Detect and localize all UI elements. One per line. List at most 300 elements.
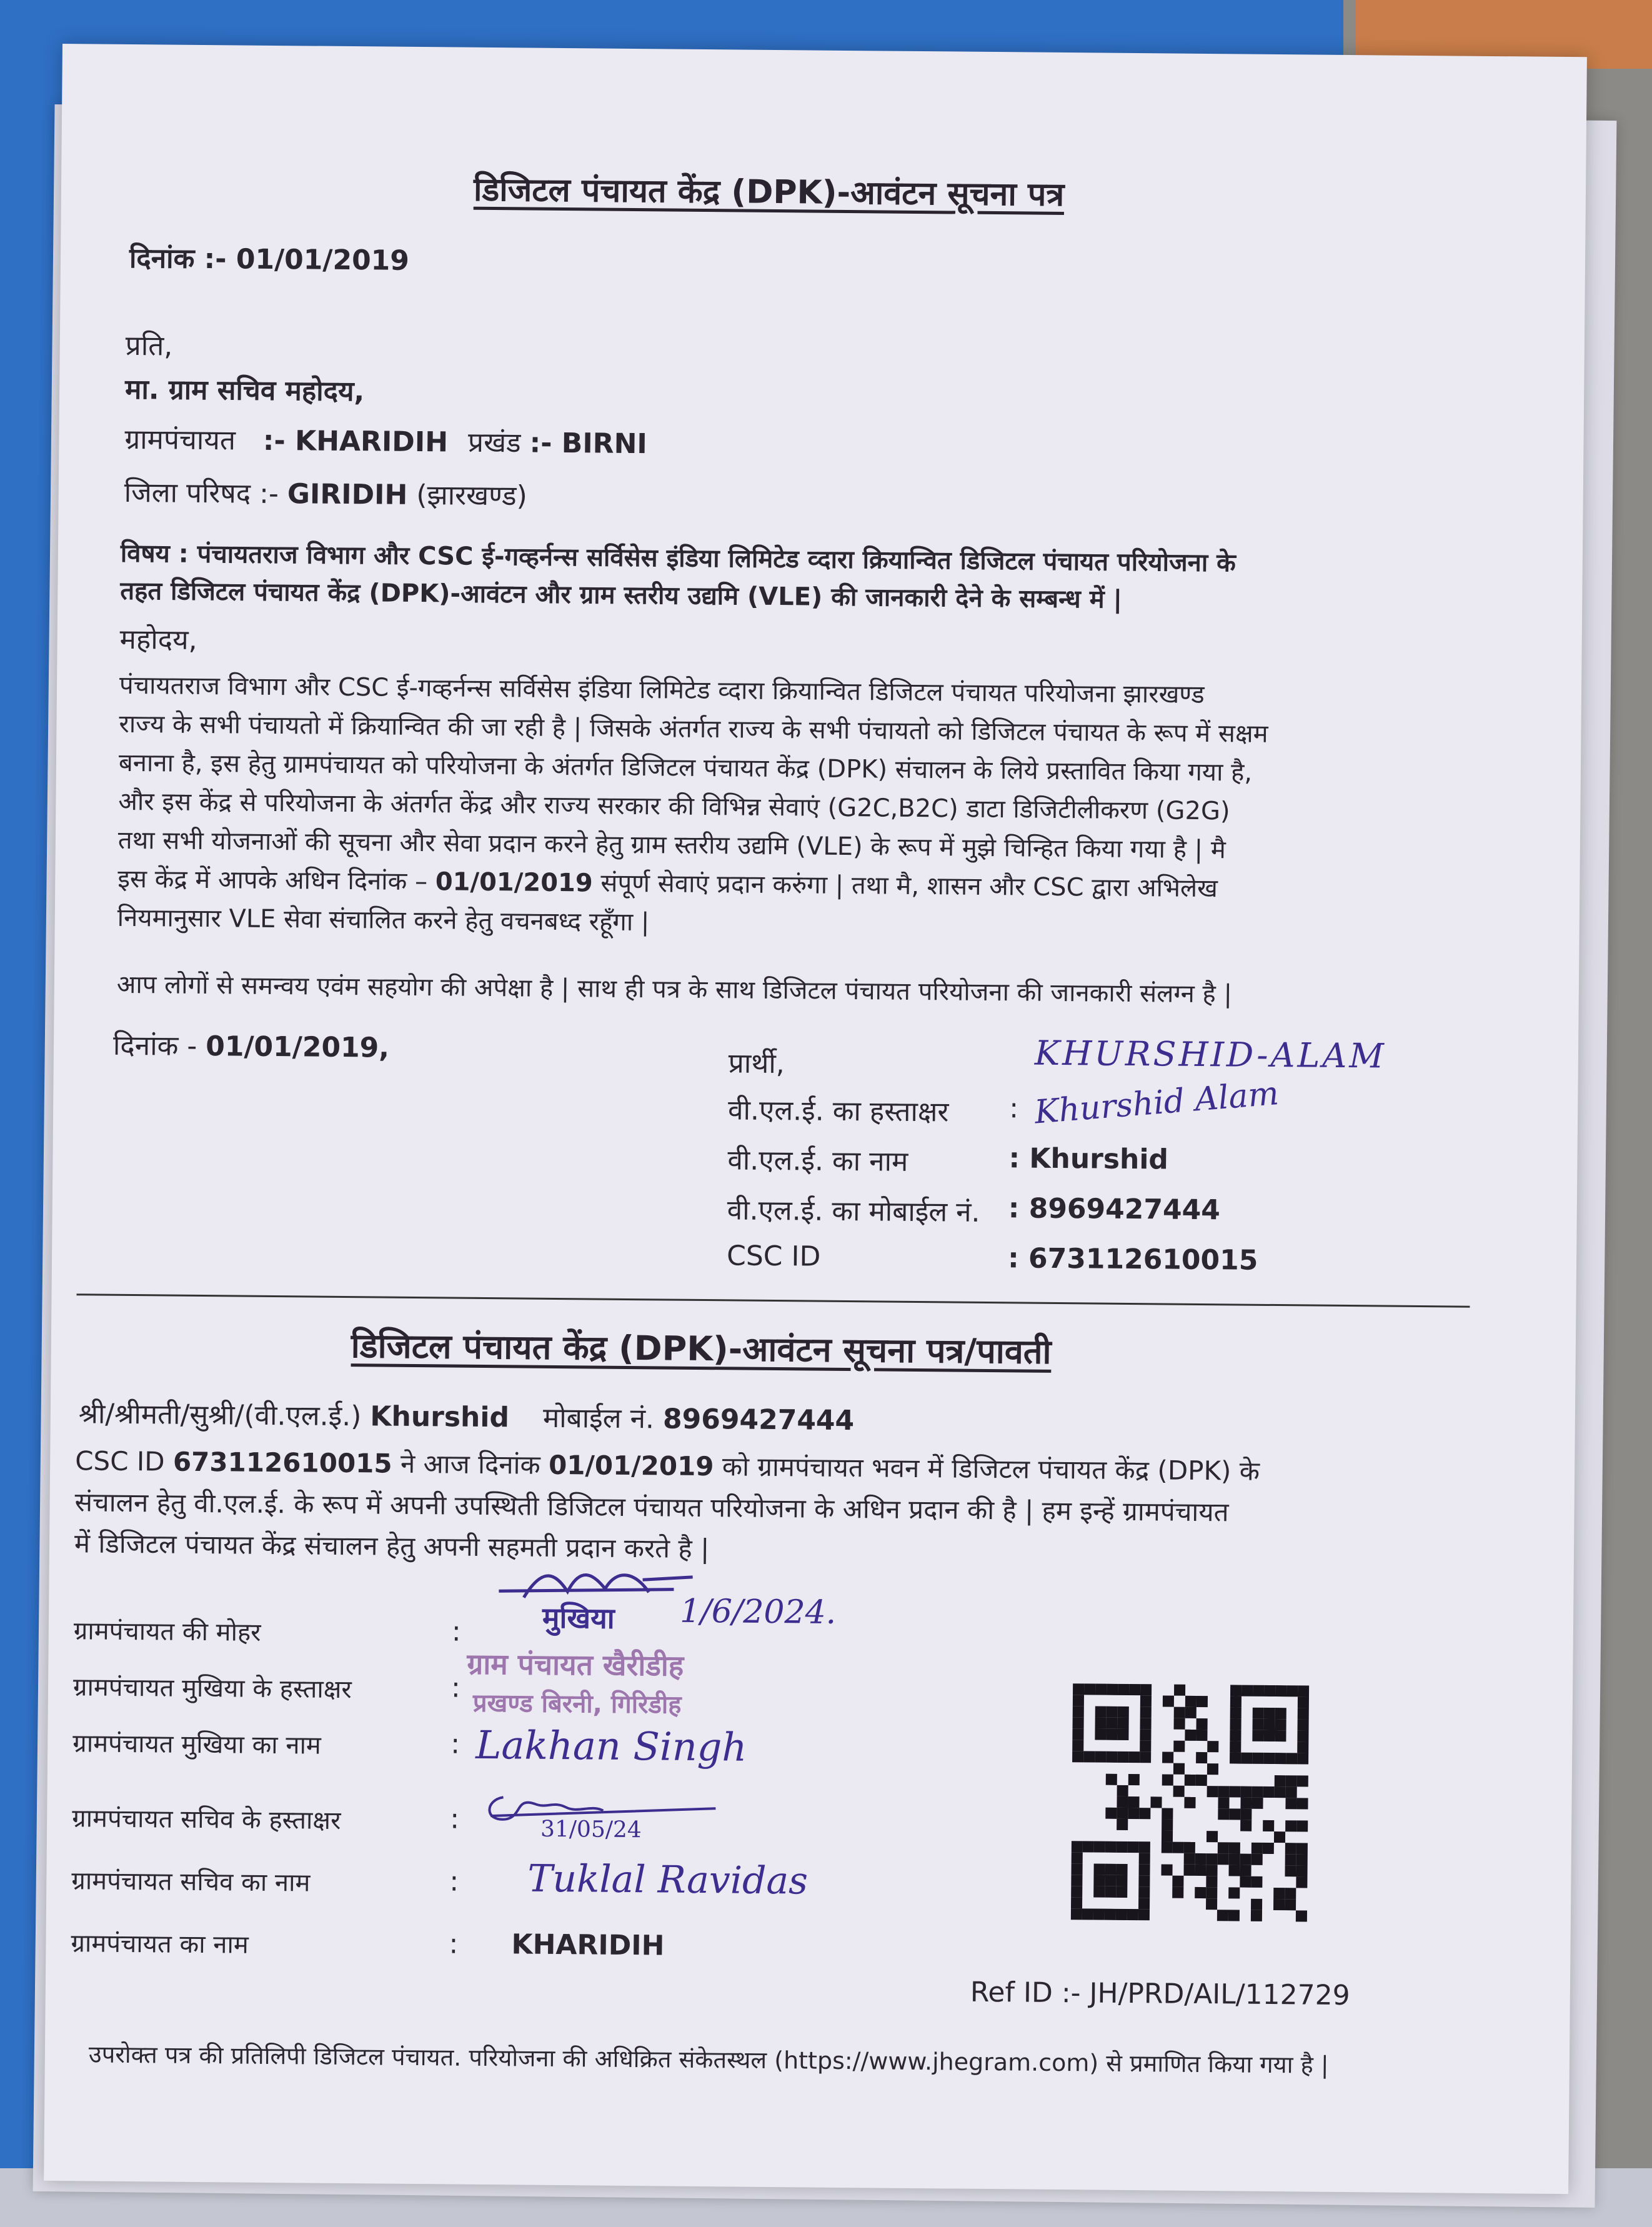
- qr-module: [1093, 1898, 1105, 1909]
- letter-body: [117, 666, 1269, 947]
- head-sign-colon: :: [450, 1671, 461, 1704]
- receipt-line-4: में डिजिटल पंचायत केंद्र संचालन हेतु अपनी सहमती प्रदान करते है |: [74, 1528, 710, 1565]
- qr-module: [1251, 1798, 1263, 1809]
- qr-module: [1195, 1820, 1207, 1831]
- qr-module: [1072, 1807, 1083, 1818]
- qr-module: [1162, 1785, 1173, 1796]
- qr-module: [1230, 1763, 1241, 1775]
- qr-module: [1151, 1763, 1162, 1774]
- qr-module: [1296, 1843, 1308, 1854]
- qr-module: [1173, 1808, 1184, 1820]
- qr-module: [1140, 1763, 1151, 1774]
- qr-module: [1093, 1864, 1105, 1875]
- qr-module: [1138, 1886, 1150, 1898]
- secretary-sign-colon: :: [450, 1803, 460, 1835]
- qr-module: [1173, 1752, 1185, 1763]
- seal-label: ग्रामपंचायत की मोहर: [73, 1617, 261, 1647]
- qr-module: [1128, 1774, 1140, 1785]
- qr-module: [1174, 1707, 1185, 1718]
- qr-module: [1095, 1751, 1106, 1763]
- qr-module: [1274, 1820, 1285, 1831]
- qr-module: [1084, 1695, 1095, 1706]
- qr-module: [1230, 1685, 1241, 1696]
- secretary-name-colon: :: [449, 1865, 459, 1898]
- gp-name-colon: :: [449, 1928, 459, 1960]
- qr-module: [1262, 1865, 1273, 1876]
- qr-module: [1139, 1841, 1150, 1853]
- block-label: प्रखंड: [467, 426, 521, 459]
- qr-module: [1072, 1818, 1083, 1830]
- qr-module: [1285, 1798, 1296, 1809]
- qr-module: [1264, 1708, 1275, 1719]
- qr-module: [1173, 1842, 1184, 1853]
- qr-module: [1185, 1775, 1196, 1786]
- qr-module: [1095, 1774, 1106, 1785]
- qr-module: [1275, 1730, 1286, 1741]
- qr-module: [1263, 1809, 1274, 1820]
- qr-module: [1285, 1876, 1296, 1888]
- qr-module: [1219, 1685, 1230, 1696]
- qr-module: [1195, 1831, 1207, 1842]
- qr-module: [1072, 1740, 1083, 1751]
- qr-module: [1251, 1831, 1263, 1843]
- footer-note: उपरोक्त पत्र की प्रतिलिपी डिजिटल पंचायत. परियोजना की अधिक्रित संकेतस्थल (https://www.jhegram.com) से प्रमाणित किया गया है |: [88, 2040, 1329, 2079]
- qr-module: [1094, 1841, 1105, 1853]
- qr-module: [1263, 1820, 1274, 1831]
- qr-module: [1196, 1730, 1207, 1741]
- qr-module: [1285, 1910, 1296, 1921]
- qr-module: [1150, 1909, 1161, 1920]
- qr-module: [1196, 1763, 1207, 1775]
- qr-module: [1163, 1684, 1174, 1695]
- qr-module: [1206, 1876, 1217, 1887]
- qr-module: [1118, 1718, 1129, 1729]
- qr-module: [1195, 1808, 1207, 1820]
- qr-module: [1219, 1696, 1230, 1707]
- qr-module: [1117, 1808, 1128, 1819]
- qr-module: [1274, 1831, 1285, 1843]
- qr-module: [1185, 1763, 1196, 1775]
- applicant-label: प्रार्थी,: [728, 1047, 785, 1080]
- csc-id-value: : 673112610015: [1007, 1242, 1258, 1277]
- qr-module: [1263, 1798, 1274, 1809]
- qr-module: [1185, 1741, 1196, 1752]
- qr-module: [1140, 1751, 1151, 1763]
- qr-module: [1285, 1843, 1296, 1854]
- secretary-sign-label: ग्रामपंचायत सचिव के हस्ताक्षर: [72, 1804, 341, 1835]
- gp-name-label: ग्रामपंचायत का नाम: [71, 1929, 249, 1960]
- qr-module: [1264, 1719, 1275, 1730]
- qr-module: [1251, 1888, 1262, 1899]
- qr-module: [1083, 1830, 1094, 1841]
- body-line: तथा सभी योजनाओं की सूचना और सेवा प्रदान करने हेतु ग्राम स्तरीय उद्यमि (VLE) के रूप में मुझे चिन्हित किया गया है | मै: [117, 825, 1226, 865]
- qr-module: [1207, 1741, 1218, 1752]
- qr-module: [1138, 1875, 1150, 1886]
- qr-module: [1219, 1707, 1230, 1718]
- qr-module: [1297, 1786, 1308, 1798]
- panchayat-line: [124, 419, 647, 461]
- qr-module: [1128, 1819, 1139, 1830]
- receipt-mobile-label: मोबाईल नं.: [542, 1402, 655, 1435]
- qr-module: [1263, 1786, 1275, 1798]
- qr-module: [1298, 1708, 1309, 1719]
- qr-module: [1262, 1899, 1273, 1910]
- vle-sign-colon: :: [1008, 1092, 1019, 1125]
- qr-module: [1117, 1751, 1128, 1763]
- qr-module: [1127, 1909, 1138, 1920]
- receipt-csc-label: CSC ID: [74, 1445, 165, 1477]
- qr-module: [1118, 1684, 1129, 1695]
- qr-module: [1184, 1797, 1195, 1808]
- qr-module: [1082, 1875, 1093, 1886]
- qr-module: [1273, 1910, 1285, 1921]
- qr-module: [1140, 1718, 1152, 1729]
- qr-module: [1195, 1842, 1207, 1853]
- qr-module: [1252, 1764, 1263, 1775]
- qr-module: [1150, 1808, 1162, 1819]
- qr-module: [1240, 1876, 1251, 1888]
- qr-module: [1296, 1809, 1308, 1820]
- qr-module: [1128, 1830, 1139, 1841]
- qr-module: [1128, 1853, 1139, 1864]
- qr-module: [1184, 1831, 1195, 1842]
- qr-module: [1095, 1706, 1107, 1718]
- receipt-honorific: श्री/श्रीमती/सुश्री/(वी.एल.ई.): [78, 1398, 362, 1433]
- qr-module: [1083, 1841, 1094, 1852]
- qr-module: [1273, 1876, 1285, 1888]
- qr-module: [1263, 1831, 1274, 1843]
- qr-module: [1207, 1775, 1218, 1786]
- qr-module: [1286, 1764, 1297, 1775]
- secretary-name-handwritten: Tuklal Ravidas: [527, 1856, 809, 1903]
- qr-module: [1162, 1841, 1173, 1853]
- vle-sign-label: वी.एल.ई. का हस्ताक्षर: [727, 1094, 949, 1128]
- qr-module: [1253, 1708, 1264, 1719]
- qr-module: [1241, 1775, 1252, 1786]
- qr-module: [1296, 1798, 1308, 1809]
- qr-module: [1241, 1764, 1252, 1775]
- qr-module: [1128, 1841, 1139, 1853]
- qr-module: [1107, 1718, 1118, 1729]
- qr-module: [1207, 1752, 1218, 1763]
- qr-module: [1072, 1728, 1083, 1740]
- qr-module: [1151, 1751, 1162, 1763]
- qr-module: [1150, 1898, 1161, 1909]
- qr-module: [1152, 1684, 1163, 1695]
- qr-module: [1253, 1696, 1264, 1708]
- qr-module: [1183, 1887, 1195, 1898]
- qr-module: [1139, 1796, 1150, 1808]
- qr-module: [1208, 1696, 1219, 1707]
- qr-module: [1127, 1864, 1138, 1875]
- head-name-handwritten: Lakhan Singh: [475, 1721, 747, 1770]
- qr-module: [1173, 1786, 1185, 1797]
- qr-module: [1094, 1808, 1105, 1819]
- date2-line: [113, 1025, 390, 1065]
- qr-module: [1172, 1865, 1183, 1876]
- qr-module: [1161, 1909, 1172, 1920]
- qr-module: [1150, 1841, 1162, 1853]
- qr-module: [1093, 1886, 1105, 1898]
- qr-module: [1230, 1752, 1241, 1763]
- qr-module: [1140, 1706, 1152, 1718]
- qr-module: [1150, 1886, 1161, 1898]
- panchayat-value: :- KHARIDIH: [262, 424, 449, 459]
- qr-module: [1240, 1899, 1251, 1910]
- qr-module: [1218, 1763, 1230, 1775]
- qr-module: [1094, 1853, 1105, 1864]
- addressee: मा. ग्राम सचिव महोदय,: [124, 373, 365, 408]
- qr-module: [1163, 1706, 1174, 1718]
- qr-module: [1262, 1888, 1273, 1899]
- receipt-vle-name: Khurshid: [370, 1400, 510, 1434]
- qr-module: [1082, 1886, 1093, 1897]
- qr-module: [1072, 1762, 1083, 1773]
- qr-module: [1174, 1718, 1185, 1730]
- qr-module: [1298, 1685, 1309, 1696]
- qr-module: [1240, 1843, 1251, 1854]
- qr-module: [1208, 1707, 1219, 1718]
- receipt-csc-value: 673112610015: [172, 1446, 392, 1479]
- qr-module: [1296, 1899, 1307, 1910]
- qr-module: [1218, 1853, 1229, 1865]
- qr-module: [1251, 1910, 1262, 1921]
- qr-module: [1118, 1706, 1129, 1718]
- qr-module: [1185, 1752, 1196, 1763]
- ref-id: Ref ID :- JH/PRD/AIL/112729: [970, 1976, 1350, 2012]
- qr-module: [1240, 1809, 1251, 1820]
- qr-module: [1116, 1875, 1127, 1886]
- qr-module: [1150, 1853, 1162, 1864]
- qr-module: [1207, 1842, 1218, 1853]
- qr-module: [1094, 1819, 1105, 1830]
- qr-module: [1195, 1853, 1207, 1865]
- qr-module: [1082, 1908, 1093, 1920]
- qr-module: [1275, 1741, 1286, 1753]
- qr-module: [1207, 1786, 1218, 1797]
- qr-module: [1197, 1685, 1208, 1696]
- applicant-handwritten-name: KHURSHID-ALAM: [1034, 1033, 1386, 1076]
- qr-module: [1230, 1730, 1241, 1741]
- qr-module: [1207, 1730, 1218, 1741]
- qr-module: [1297, 1753, 1308, 1764]
- qr-module: [1151, 1729, 1162, 1740]
- qr-module: [1286, 1741, 1297, 1753]
- body-line-6-pre: इस केंद्र में आपके अधिन दिनांक –: [117, 864, 428, 897]
- qr-module: [1208, 1685, 1219, 1696]
- vle-mobile-value: : 8969427444: [1008, 1192, 1221, 1227]
- qr-module: [1129, 1706, 1140, 1718]
- qr-module: [1230, 1775, 1241, 1786]
- qr-module: [1071, 1886, 1082, 1897]
- qr-module: [1218, 1775, 1230, 1786]
- qr-module: [1196, 1752, 1207, 1763]
- qr-module: [1172, 1876, 1183, 1887]
- qr-module: [1082, 1863, 1093, 1875]
- qr-module: [1273, 1899, 1285, 1910]
- qr-module: [1197, 1718, 1208, 1730]
- qr-module: [1264, 1696, 1275, 1708]
- qr-module: [1229, 1853, 1240, 1865]
- qr-module: [1275, 1685, 1286, 1696]
- qr-module: [1206, 1910, 1217, 1921]
- qr-module: [1073, 1706, 1084, 1717]
- qr-module: [1138, 1909, 1150, 1920]
- qr-module: [1195, 1898, 1206, 1910]
- receipt-line-2-post: को ग्रामपंचायत भवन में डिजिटल पंचायत केंद्र (DPK) के: [722, 1451, 1260, 1487]
- stamp-line-1: ग्राम पंचायत खैरीडीह: [467, 1647, 684, 1683]
- qr-module: [1116, 1886, 1127, 1898]
- qr-module: [1071, 1863, 1082, 1875]
- qr-module: [1140, 1774, 1151, 1785]
- qr-module: [1253, 1719, 1264, 1730]
- receipt-line-2-mid: ने आज दिनांक: [400, 1448, 540, 1480]
- qr-module: [1151, 1785, 1162, 1796]
- qr-module: [1185, 1696, 1197, 1707]
- qr-module: [1093, 1875, 1105, 1886]
- qr-module: [1162, 1808, 1173, 1819]
- qr-module: [1117, 1785, 1128, 1796]
- qr-module: [1253, 1685, 1264, 1696]
- qr-module: [1083, 1807, 1094, 1818]
- qr-module: [1286, 1719, 1298, 1730]
- qr-module: [1105, 1875, 1116, 1886]
- qr-module: [1296, 1865, 1307, 1876]
- qr-module: [1172, 1898, 1183, 1910]
- qr-module: [1296, 1888, 1307, 1899]
- qr-module: [1241, 1708, 1253, 1719]
- qr-module: [1286, 1685, 1298, 1696]
- body-line-6-post: संपूर्ण सेवाएं प्रदान करुंगा | तथा मै, शासन और CSC द्वारा अभिलेख: [600, 869, 1218, 904]
- qr-module: [1273, 1888, 1285, 1899]
- qr-module: [1184, 1820, 1195, 1831]
- qr-module: [1296, 1910, 1307, 1921]
- qr-module: [1296, 1876, 1307, 1888]
- qr-module: [1275, 1786, 1286, 1798]
- stamp-line-2: प्रखण्ड बिरनी, गिरिडीह: [472, 1688, 682, 1720]
- qr-module: [1251, 1843, 1263, 1854]
- body-line: और इस केंद्र से परियोजना के अंतर्गत केंद्र और राज्य सरकार की विभिन्न सेवाएं (G2C,B2C) डाटा डिजिटीलीकरण (G2G): [118, 787, 1230, 826]
- qr-module: [1151, 1774, 1162, 1785]
- qr-module: [1263, 1753, 1275, 1764]
- qr-module: [1105, 1808, 1117, 1819]
- qr-module: [1117, 1796, 1128, 1808]
- qr-module: [1083, 1796, 1094, 1807]
- qr-module: [1228, 1898, 1240, 1910]
- body-line-6-date: 01/01/2019: [435, 867, 593, 898]
- qr-module: [1185, 1685, 1197, 1696]
- qr-module: [1184, 1842, 1195, 1853]
- qr-module: [1297, 1730, 1308, 1741]
- qr-module: [1161, 1898, 1172, 1909]
- qr-module: [1161, 1864, 1172, 1875]
- qr-module: [1274, 1843, 1285, 1854]
- qr-module: [1184, 1808, 1195, 1820]
- stamp-title: मुखिया: [542, 1600, 615, 1635]
- qr-module: [1083, 1751, 1095, 1762]
- qr-module: [1218, 1831, 1229, 1842]
- qr-module: [1228, 1910, 1240, 1921]
- qr-module: [1207, 1831, 1218, 1842]
- qr-module: [1275, 1753, 1286, 1764]
- qr-module: [1116, 1909, 1127, 1920]
- qr-module: [1162, 1796, 1173, 1808]
- subject-line-2: तहत डिजिटल पंचायत केंद्र (DPK)-आवंटन और ग्राम स्तरीय उद्यमि (VLE) की जानकारी देने के सम्बन्ध में |: [120, 576, 1123, 614]
- qr-module: [1162, 1740, 1173, 1751]
- receipt-date: 01/01/2019: [548, 1449, 714, 1482]
- qr-module: [1083, 1785, 1095, 1796]
- qr-module: [1095, 1684, 1107, 1695]
- qr-module: [1217, 1876, 1228, 1887]
- district-label: जिला परिषद :-: [124, 476, 279, 511]
- head-name-label: ग्रामपंचायत मुखिया का नाम: [72, 1729, 322, 1760]
- qr-module: [1218, 1842, 1229, 1853]
- csc-id-label: CSC ID: [726, 1240, 821, 1273]
- qr-module: [1297, 1775, 1308, 1786]
- receipt-line-1: [79, 1393, 855, 1438]
- qr-module: [1071, 1875, 1082, 1886]
- qr-module: [1240, 1910, 1251, 1921]
- qr-module: [1240, 1820, 1251, 1831]
- block-value: :- BIRNI: [529, 427, 647, 461]
- qr-module: [1163, 1695, 1174, 1706]
- qr-module: [1263, 1741, 1275, 1753]
- qr-module: [1262, 1910, 1273, 1921]
- qr-module: [1217, 1887, 1228, 1898]
- qr-module: [1274, 1809, 1285, 1820]
- qr-module: [1095, 1763, 1106, 1774]
- qr-module: [1185, 1718, 1197, 1730]
- qr-module: [1117, 1819, 1128, 1830]
- qr-module: [1127, 1875, 1138, 1886]
- qr-module: [1083, 1740, 1095, 1751]
- qr-module: [1196, 1786, 1207, 1797]
- vle-name-label: वी.एल.ई. का नाम: [727, 1144, 908, 1178]
- qr-module: [1116, 1864, 1127, 1875]
- qr-module: [1298, 1719, 1309, 1730]
- qr-module: [1275, 1708, 1286, 1719]
- qr-module: [1297, 1764, 1308, 1775]
- salutation: महोदय,: [119, 623, 197, 656]
- qr-module: [1252, 1775, 1263, 1786]
- qr-module: [1106, 1785, 1117, 1796]
- qr-module: [1140, 1684, 1152, 1695]
- qr-module: [1138, 1864, 1150, 1875]
- vle-name-value: : Khurshid: [1008, 1142, 1169, 1176]
- qr-module: [1251, 1820, 1263, 1831]
- qr-module: [1072, 1841, 1083, 1852]
- qr-module: [1150, 1864, 1161, 1875]
- qr-module: [1106, 1751, 1117, 1763]
- qr-module: [1296, 1831, 1308, 1843]
- qr-module: [1116, 1898, 1127, 1909]
- qr-module: [1105, 1841, 1117, 1853]
- qr-module: [1129, 1684, 1140, 1695]
- qr-module: [1095, 1740, 1106, 1751]
- qr-module: [1218, 1797, 1229, 1808]
- qr-module: [1251, 1854, 1263, 1865]
- qr-module: [1152, 1718, 1163, 1729]
- qr-module: [1150, 1830, 1162, 1841]
- qr-module: [1084, 1683, 1095, 1695]
- qr-module: [1083, 1762, 1095, 1773]
- qr-module: [1093, 1909, 1105, 1920]
- qr-module: [1286, 1786, 1297, 1798]
- seal-colon: :: [451, 1615, 461, 1648]
- qr-module: [1218, 1808, 1229, 1820]
- qr-module: [1207, 1820, 1218, 1831]
- qr-module: [1173, 1831, 1184, 1842]
